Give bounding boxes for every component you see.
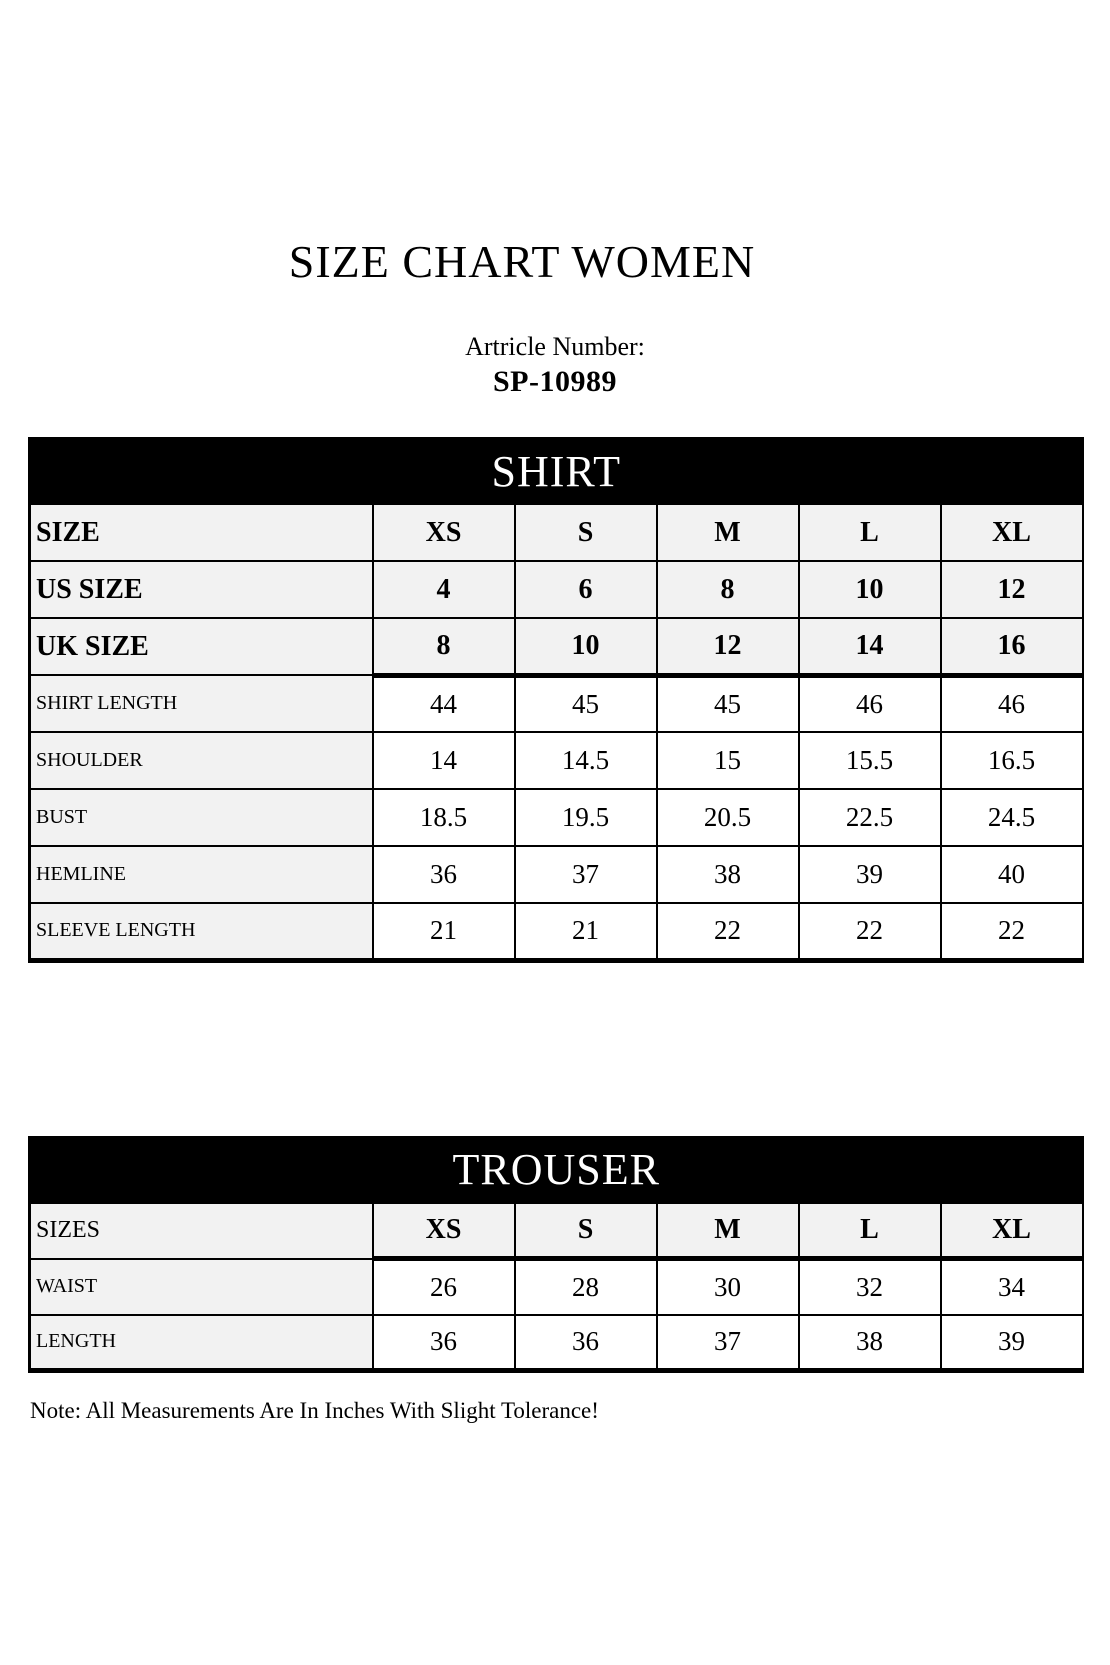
measurement-value-cell: 22.5 (799, 789, 941, 846)
size-value-cell: 12 (657, 618, 799, 675)
measurement-value-cell: 22 (657, 903, 799, 960)
measurement-value-cell: 22 (799, 903, 941, 960)
row-label: SIZES (30, 1203, 373, 1259)
row-label: SIZE (30, 504, 373, 561)
size-value-cell: M (657, 1203, 799, 1259)
measurement-value-cell: 18.5 (373, 789, 515, 846)
row-sizes (30, 1203, 1083, 1259)
measurement-value-cell: 15 (657, 732, 799, 789)
trouser-size-table (28, 1136, 1084, 1374)
row-size (30, 504, 1083, 561)
size-value-cell: 10 (515, 618, 657, 675)
measurement-value-cell: 34 (941, 1259, 1083, 1315)
size-value-cell: 8 (373, 618, 515, 675)
size-value-cell: 8 (657, 561, 799, 618)
measurement-value-cell: 36 (373, 846, 515, 903)
measurement-value-cell: 39 (799, 846, 941, 903)
measurement-value-cell: 14.5 (515, 732, 657, 789)
row-label: SLEEVE LENGTH (30, 903, 373, 960)
size-value-cell: S (515, 504, 657, 561)
article-number-label: Artricle Number: (465, 331, 645, 361)
measurement-value-cell: 22 (941, 903, 1083, 960)
row-us-size (30, 561, 1083, 618)
shirt-band-row (30, 438, 1083, 504)
measurement-value-cell: 24.5 (941, 789, 1083, 846)
row-label: WAIST (30, 1259, 373, 1315)
size-value-cell: 12 (941, 561, 1083, 618)
size-value-cell: S (515, 1203, 657, 1259)
measurement-value-cell: 19.5 (515, 789, 657, 846)
measurement-value-cell: 38 (657, 846, 799, 903)
measurement-value-cell: 26 (373, 1259, 515, 1315)
row-label: HEMLINE (30, 846, 373, 903)
size-value-cell: XL (941, 504, 1083, 561)
measurement-value-cell: 15.5 (799, 732, 941, 789)
size-value-cell: 4 (373, 561, 515, 618)
measurement-value-cell: 40 (941, 846, 1083, 903)
measurement-note: Note: All Measurements Are In Inches With Slight Tolerance! (30, 1398, 599, 1424)
measurement-value-cell: 32 (799, 1259, 941, 1315)
size-value-cell: XS (373, 504, 515, 561)
size-value-cell: XL (941, 1203, 1083, 1259)
measurement-value-cell: 30 (657, 1259, 799, 1315)
measurement-value-cell: 39 (941, 1315, 1083, 1371)
row-label: SHIRT LENGTH (30, 675, 373, 732)
row-shirt-length (30, 675, 1083, 732)
row-label: US SIZE (30, 561, 373, 618)
row-sleeve-length (30, 903, 1083, 960)
shirt-table-title: SHIRT (30, 438, 1083, 504)
measurement-value-cell: 45 (515, 675, 657, 732)
measurement-value-cell: 36 (373, 1315, 515, 1371)
row-label: SHOULDER (30, 732, 373, 789)
row-label: BUST (30, 789, 373, 846)
size-value-cell: M (657, 504, 799, 561)
row-length (30, 1315, 1083, 1371)
page-title: SIZE CHART WOMEN (288, 236, 756, 287)
document-header (0, 0, 1110, 400)
size-value-cell: 14 (799, 618, 941, 675)
measurement-value-cell: 16.5 (941, 732, 1083, 789)
row-uk-size (30, 618, 1083, 675)
row-label: LENGTH (30, 1315, 373, 1371)
row-waist (30, 1259, 1083, 1315)
measurement-value-cell: 37 (657, 1315, 799, 1371)
measurement-value-cell: 14 (373, 732, 515, 789)
size-value-cell: 10 (799, 561, 941, 618)
trouser-band-row (30, 1137, 1083, 1203)
row-label: UK SIZE (30, 618, 373, 675)
measurement-value-cell: 44 (373, 675, 515, 732)
shirt-size-table (28, 437, 1084, 963)
measurement-value-cell: 46 (799, 675, 941, 732)
measurement-value-cell: 21 (373, 903, 515, 960)
measurement-value-cell: 28 (515, 1259, 657, 1315)
row-hemline (30, 846, 1083, 903)
row-bust (30, 789, 1083, 846)
size-value-cell: L (799, 1203, 941, 1259)
size-value-cell: 6 (515, 561, 657, 618)
measurement-value-cell: 46 (941, 675, 1083, 732)
article-number-value: SP-10989 (493, 365, 617, 399)
measurement-value-cell: 38 (799, 1315, 941, 1371)
size-value-cell: L (799, 504, 941, 561)
size-value-cell: 16 (941, 618, 1083, 675)
trouser-table-title: TROUSER (30, 1137, 1083, 1203)
measurement-value-cell: 21 (515, 903, 657, 960)
size-value-cell: XS (373, 1203, 515, 1259)
measurement-value-cell: 37 (515, 846, 657, 903)
measurement-value-cell: 36 (515, 1315, 657, 1371)
measurement-value-cell: 45 (657, 675, 799, 732)
row-shoulder (30, 732, 1083, 789)
measurement-value-cell: 20.5 (657, 789, 799, 846)
